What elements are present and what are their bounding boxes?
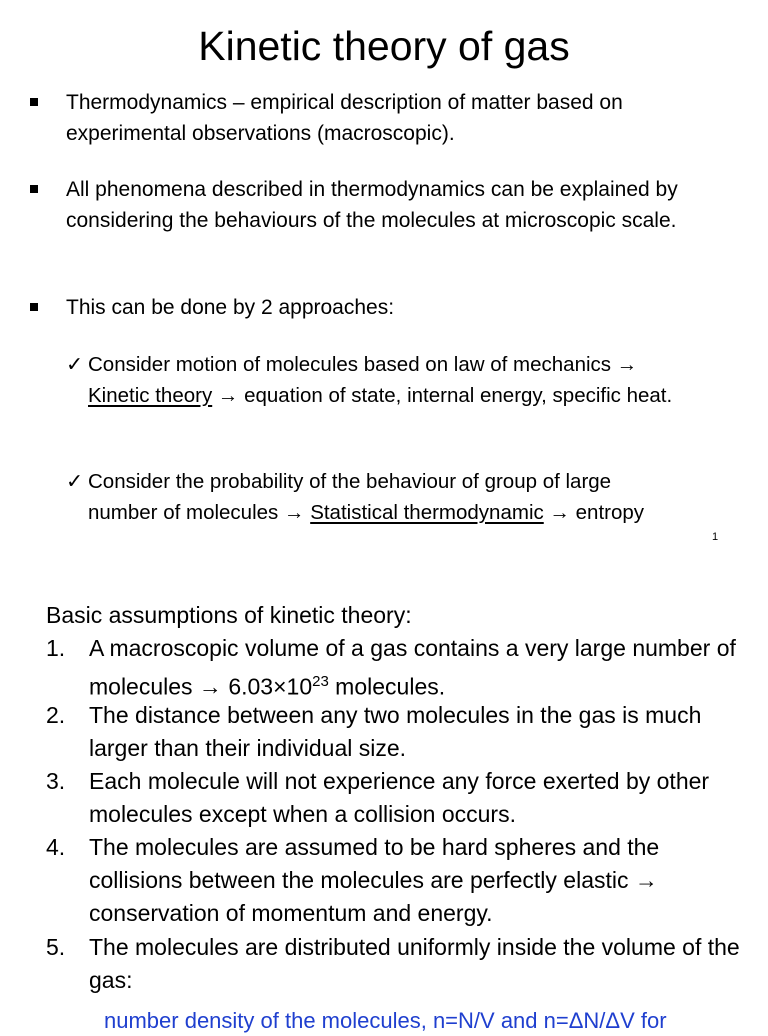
statistical-thermodynamic-underlined: Statistical thermodynamic: [310, 501, 544, 524]
bullet-text-3: This can be done by 2 approaches:: [66, 296, 395, 319]
check-item-1-line1: Consider motion of molecules based on law of mechanics →: [88, 353, 638, 376]
bullet-text-2: All phenomena described in thermodynamics can be explained by considering the behaviours of the molecules at microscopic scale.: [66, 178, 678, 232]
item-2-text: The distance between any two molecules in the gas is much larger than their individual size.: [89, 702, 702, 761]
item-5-text: The molecules are distributed uniformly inside the volume of the gas:: [89, 934, 740, 993]
item-number: 2.: [46, 702, 66, 728]
number-density-line: number density of the molecules, n=N/V and n=ΔN/ΔV for: [104, 1008, 667, 1033]
assumption-item-1: [46, 632, 746, 704]
slide-title: Kinetic theory of gas: [198, 23, 570, 69]
check-item-2-rest: → entropy: [543, 501, 645, 524]
check-item-2-lead: number of molecules →: [88, 501, 311, 524]
assumption-item-2: [46, 699, 746, 765]
bullet-square-icon: [30, 303, 38, 311]
assumptions-heading: Basic assumptions of kinetic theory:: [46, 602, 412, 628]
check-item-1: [66, 349, 756, 411]
bullet-square-icon: [30, 185, 38, 193]
item-number: 3.: [46, 768, 66, 794]
assumption-item-5: [46, 931, 746, 997]
exponent: 23: [312, 673, 329, 690]
item-1-text: A macroscopic volume of a gas contains a very large number of molecules → 6.03×10: [89, 635, 736, 700]
checkmark-icon: ✓: [66, 470, 84, 493]
item-number: 4.: [46, 834, 66, 860]
kinetic-theory-underlined: Kinetic theory: [88, 384, 213, 407]
bullet-square-icon: [30, 98, 38, 106]
item-4-text: The molecules are assumed to be hard spheres and the collisions between the molecules are perfectly elastic → conservation of momentum and energy.: [89, 834, 660, 926]
item-number: 5.: [46, 934, 66, 960]
bullet-text-1: Thermodynamics – empirical description of matter based on experimental observations (macroscopic).: [66, 91, 623, 145]
assumption-item-3: [46, 765, 746, 831]
checkmark-icon: ✓: [66, 353, 84, 376]
item-1-text-end: molecules.: [328, 673, 446, 700]
assumption-item-4: [46, 831, 746, 930]
item-number: 1.: [46, 635, 66, 661]
item-3-text: Each molecule will not experience any force exerted by other molecules except when a collision occurs.: [89, 768, 710, 827]
check-item-2-line1: Consider the probability of the behaviour of group of large: [88, 470, 612, 493]
check-item-1-rest: → equation of state, internal energy, specific heat.: [212, 384, 673, 407]
slide-2: [0, 560, 768, 1033]
page-number: 1: [712, 531, 719, 543]
check-item-2: [66, 466, 756, 528]
